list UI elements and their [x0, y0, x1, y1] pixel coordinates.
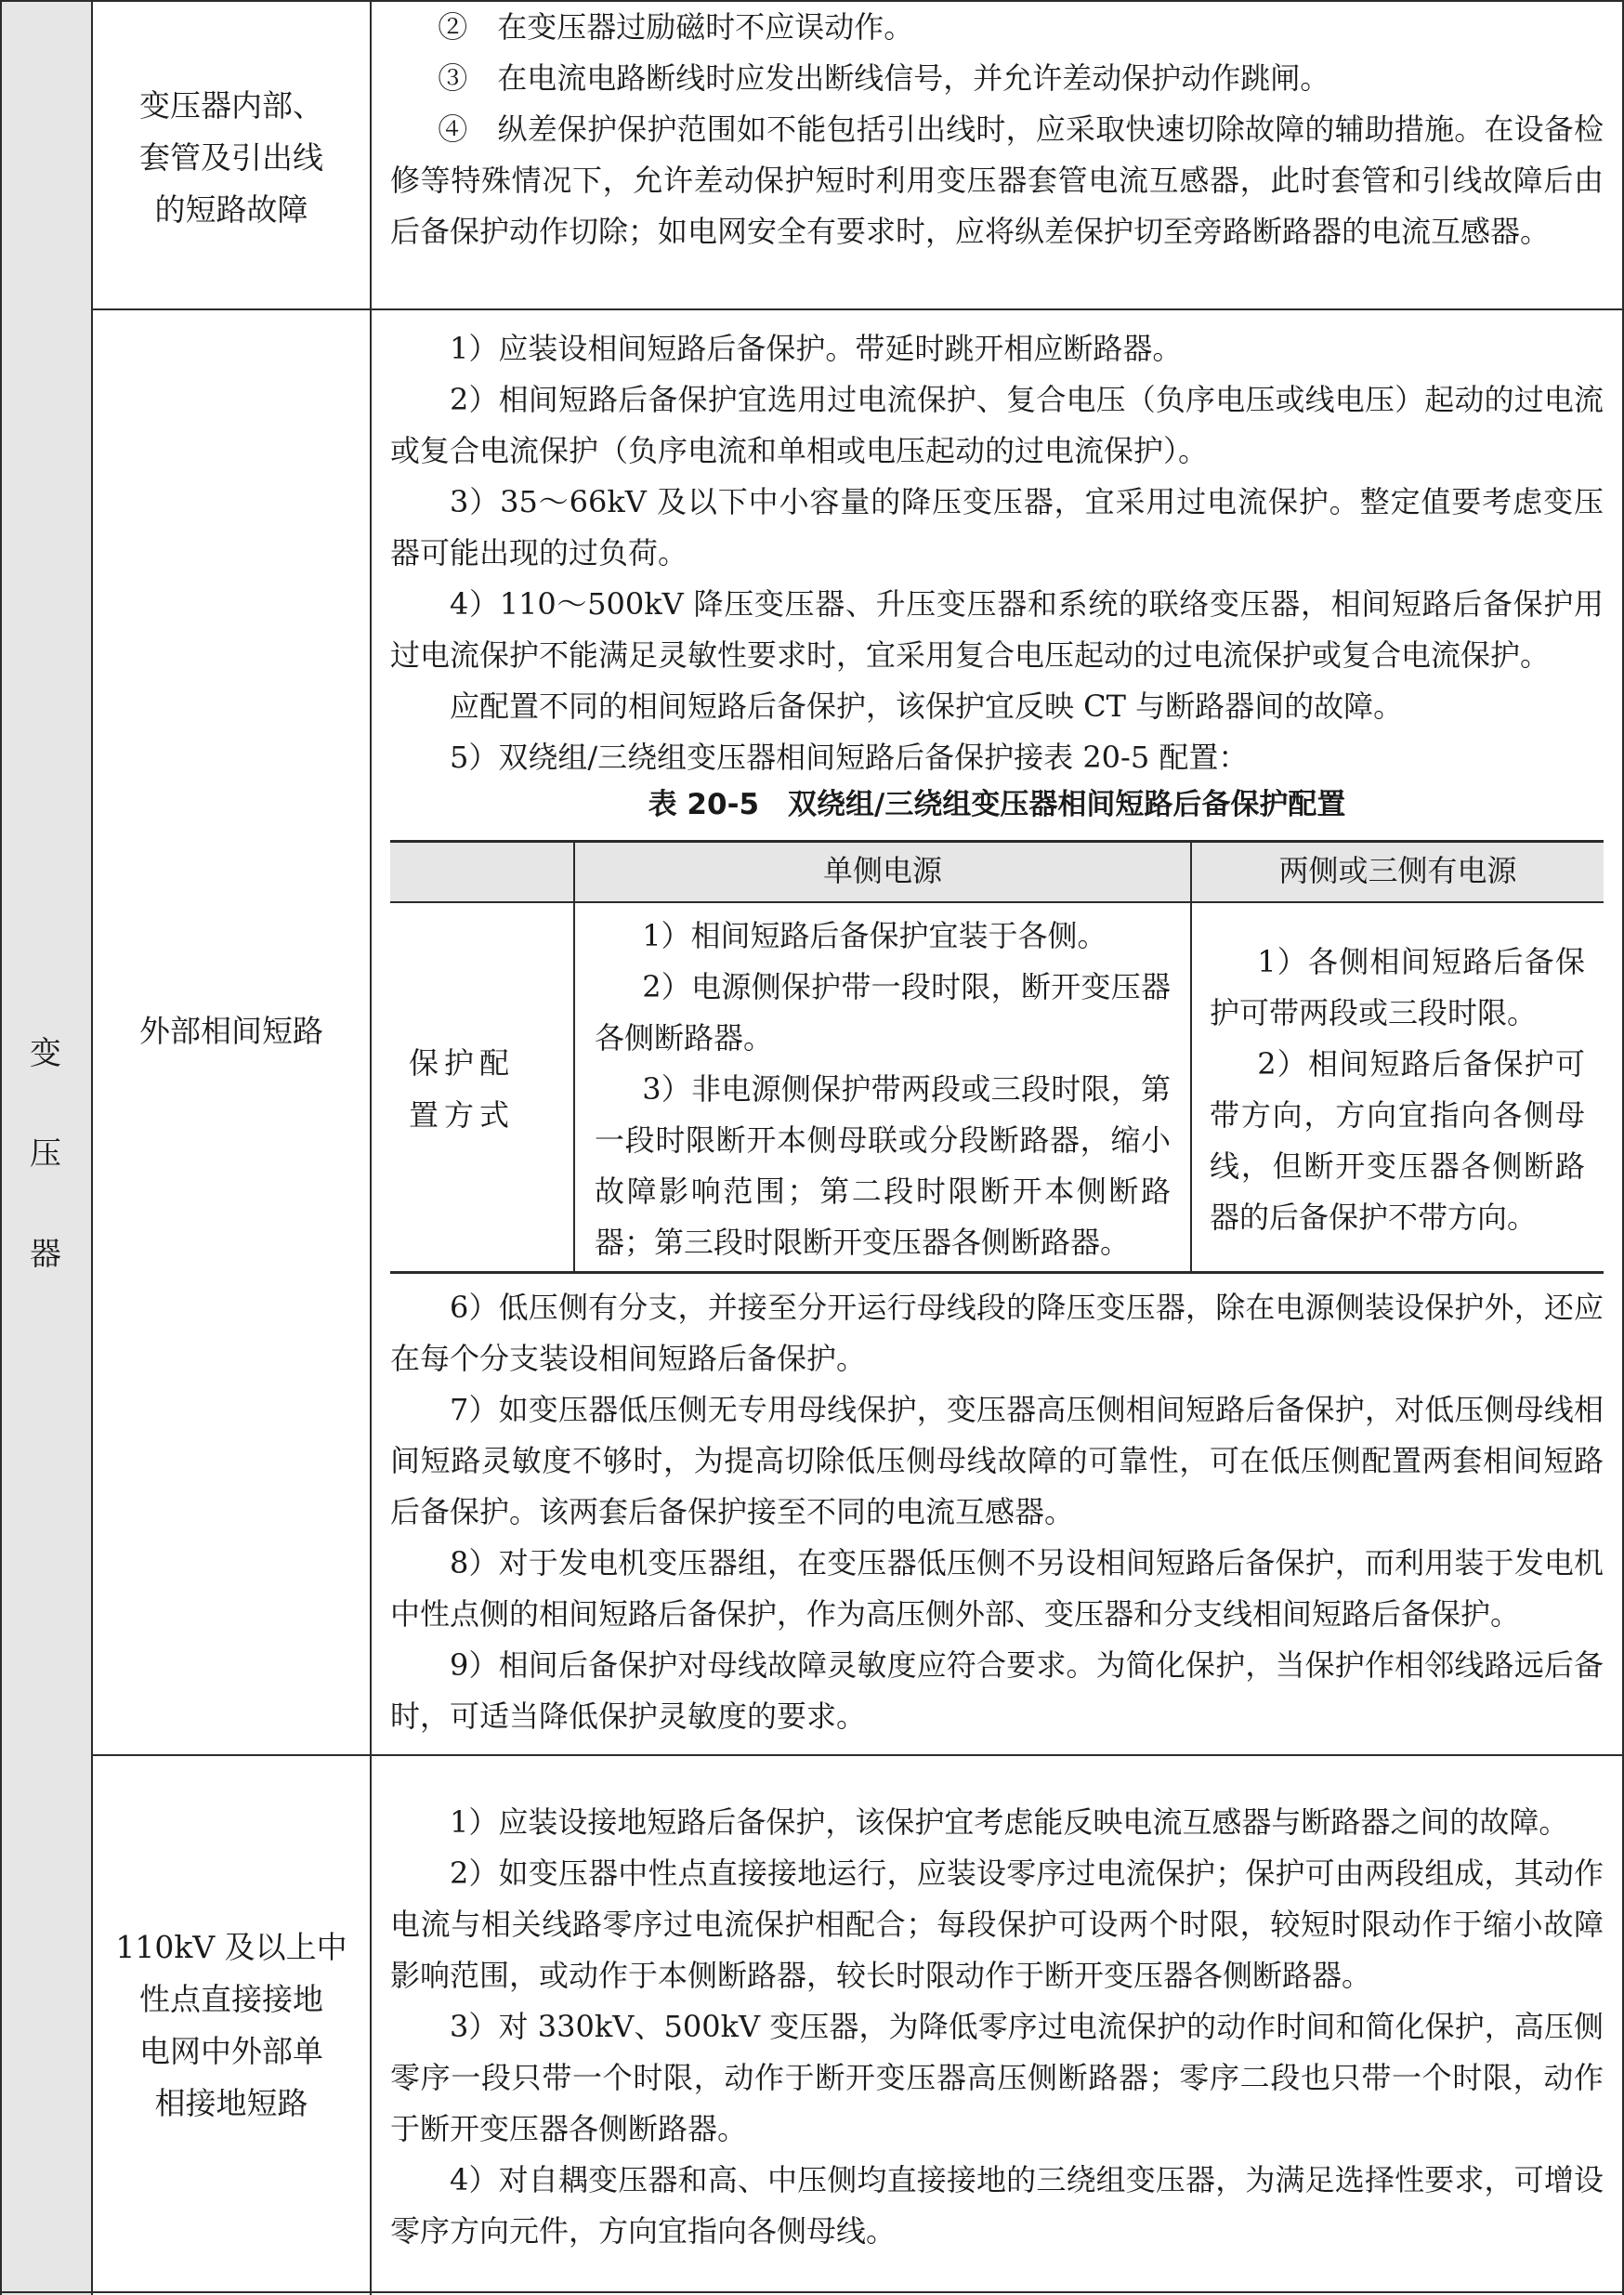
- config-item: 1）各侧相间短路后备保护可带两段或三段时限。: [1210, 944, 1585, 1030]
- requirement-paragraph: 5）双绕组/三绕组变压器相间短路后备保护接表 20-5 配置：: [450, 740, 1249, 775]
- fault-line: 外部相间短路: [139, 1013, 323, 1049]
- subtable-header-single-source: 单侧电源: [822, 853, 942, 888]
- fault-type-single-phase-ground: [93, 1921, 370, 2130]
- subtable-divider-1: [573, 842, 575, 1271]
- requirement-paragraph: 9）相间后备保护对母线故障灵敏度应符合要求。为简化保护，当保护作相邻线路远后备时，可适当降低保护灵敏度的要求。: [390, 1647, 1604, 1734]
- requirement-paragraph: 7）如变压器低压侧无专用母线保护，变压器高压侧相间短路后备保护，对低压侧母线相间短路灵敏度不够时，为提高切除低压侧母线故障的可靠性，可在低压侧配置两套相间短路后备保护。该两套后备保护接至不同的电流互感器。: [390, 1392, 1604, 1529]
- fault-line: 变压器内部、: [139, 87, 323, 124]
- row-divider-2: [91, 1754, 1624, 1756]
- config-item: 3）非电源侧保护带两段或三段时限，第一段时限断开本侧母联或分段断路器，缩小故障影响范围；第二段时限断开本侧断路器；第三段时限断开变压器各侧断路器。: [595, 1071, 1171, 1260]
- requirements-external-phase-after: [390, 1282, 1604, 1742]
- requirement-paragraph: 4）对自耦变压器和高、中压侧均直接接地的三绕组变压器，为满足选择性要求，可增设零序方向元件，方向宜指向各侧母线。: [390, 2162, 1604, 2249]
- fault-line: 110kV 及以上中: [115, 1929, 347, 1965]
- equipment-char: 压: [30, 1135, 61, 1173]
- requirements-single-phase-ground: [390, 1797, 1604, 2257]
- fault-type-internal: [93, 80, 370, 236]
- subtable-bottom-rule: [390, 1271, 1604, 1274]
- requirements-internal: [390, 2, 1604, 257]
- fault-line: 的短路故障: [154, 191, 308, 228]
- equipment-char: 变: [30, 1035, 61, 1072]
- fault-line: 套管及引出线: [139, 139, 323, 176]
- requirement-paragraph: ② 在变压器过励磁时不应误动作。: [438, 9, 914, 45]
- bottom-border: [0, 2291, 1624, 2293]
- fault-line: 相接地短路: [154, 2085, 308, 2121]
- requirement-paragraph: 2）如变压器中性点直接接地运行，应装设零序过电流保护；保护可由两段组成，其动作电流与相关线路零序过电流保护相配合；每段保护可设两个时限，较短时限动作于缩小故障影响范围，或动作于本侧断路器，较长时限动作于断开变压器各侧断路器。: [390, 1856, 1604, 1993]
- requirement-paragraph: ④ 纵差保护保护范围如不能包括引出线时，应采取快速切除故障的辅助措施。在设备检修等特殊情况下，允许差动保护短时利用变压器套管电流互感器，此时套管和引线故障后由后备保护动作切除；如电网安全有要求时，应将纵差保护切至旁路断路器的电流互感器。: [390, 111, 1604, 249]
- left-border: [0, 0, 2, 2295]
- equipment-char: 器: [30, 1236, 61, 1273]
- fault-line: 电网中外部单: [139, 2033, 323, 2069]
- single-source-config: [595, 911, 1171, 1268]
- requirement-paragraph: ③ 在电流电路断线时应发出断线信号，并允许差动保护动作跳闸。: [438, 60, 1330, 96]
- requirement-paragraph: 3）35～66kV 及以下中小容量的降压变压器，宜采用过电流保护。整定值要考虑变压器可能出现的过负荷。: [390, 484, 1604, 570]
- subtable-divider-2: [1190, 842, 1192, 1271]
- requirement-paragraph: 8）对于发电机变压器组，在变压器低压侧不另设相间短路后备保护，而利用装于发电机中性点侧的相间短路后备保护，作为高压侧外部、变压器和分支线相间短路后备保护。: [390, 1545, 1604, 1632]
- subtable-header-rule: [390, 901, 1604, 903]
- multi-source-config: [1210, 937, 1585, 1243]
- config-item: 2）电源侧保护带一段时限，断开变压器各侧断路器。: [595, 969, 1171, 1056]
- fault-line: 性点直接接地: [139, 1981, 323, 2017]
- requirement-paragraph: 4）110～500kV 降压变压器、升压变压器和系统的联络变压器，相间短路后备保护用过电流保护不能满足灵敏性要求时，宜采用复合电压起动的过电流保护或复合电流保护。: [390, 586, 1604, 673]
- equipment-label: [0, 1003, 91, 1305]
- requirements-external-phase-before: [390, 323, 1604, 783]
- requirement-paragraph: 6）低压侧有分支，并接至分开运行母线段的降压变压器，除在电源侧装设保护外，还应在每个分支装设相间短路后备保护。: [390, 1290, 1604, 1376]
- requirement-paragraph: 应配置不同的相间短路后备保护，该保护宜反映 CT 与断路器间的故障。: [450, 688, 1404, 724]
- requirement-paragraph: 1）应装设相间短路后备保护。带延时跳开相应断路器。: [450, 331, 1183, 366]
- requirement-paragraph: 2）相间短路后备保护宜选用过电流保护、复合电压（负序电压或线电压）起动的过电流或复合电流保护（负序电流和单相或电压起动的过电流保护）。: [390, 382, 1604, 468]
- requirement-paragraph: 3）对 330kV、500kV 变压器，为降低零序过电流保护的动作时间和简化保护，高压侧零序一段只带一个时限，动作于断开变压器高压侧断路器；零序二段也只带一个时限，动作于断开变压器各侧断路器。: [390, 2009, 1604, 2146]
- requirement-paragraph: 1）应装设接地短路后备保护，该保护宜考虑能反映电流互感器与断路器之间的故障。: [450, 1804, 1569, 1840]
- divider-fault: [370, 0, 372, 2295]
- fault-type-external-phase: [93, 1005, 370, 1057]
- table-title: 表 20-5 双绕组/三绕组变压器相间短路后备保护配置: [648, 788, 1346, 821]
- config-item: 1）相间短路后备保护宜装于各侧。: [642, 918, 1107, 953]
- row-divider-1: [91, 308, 1624, 310]
- subtable-row-label: 保护配置方式: [409, 1045, 516, 1133]
- config-item: 2）相间短路后备保护可带方向，方向宜指向各侧母线，但断开变压器各侧断路器的后备保护不带方向。: [1210, 1046, 1585, 1235]
- subtable-header-multi-source: 两侧或三侧有电源: [1278, 853, 1517, 888]
